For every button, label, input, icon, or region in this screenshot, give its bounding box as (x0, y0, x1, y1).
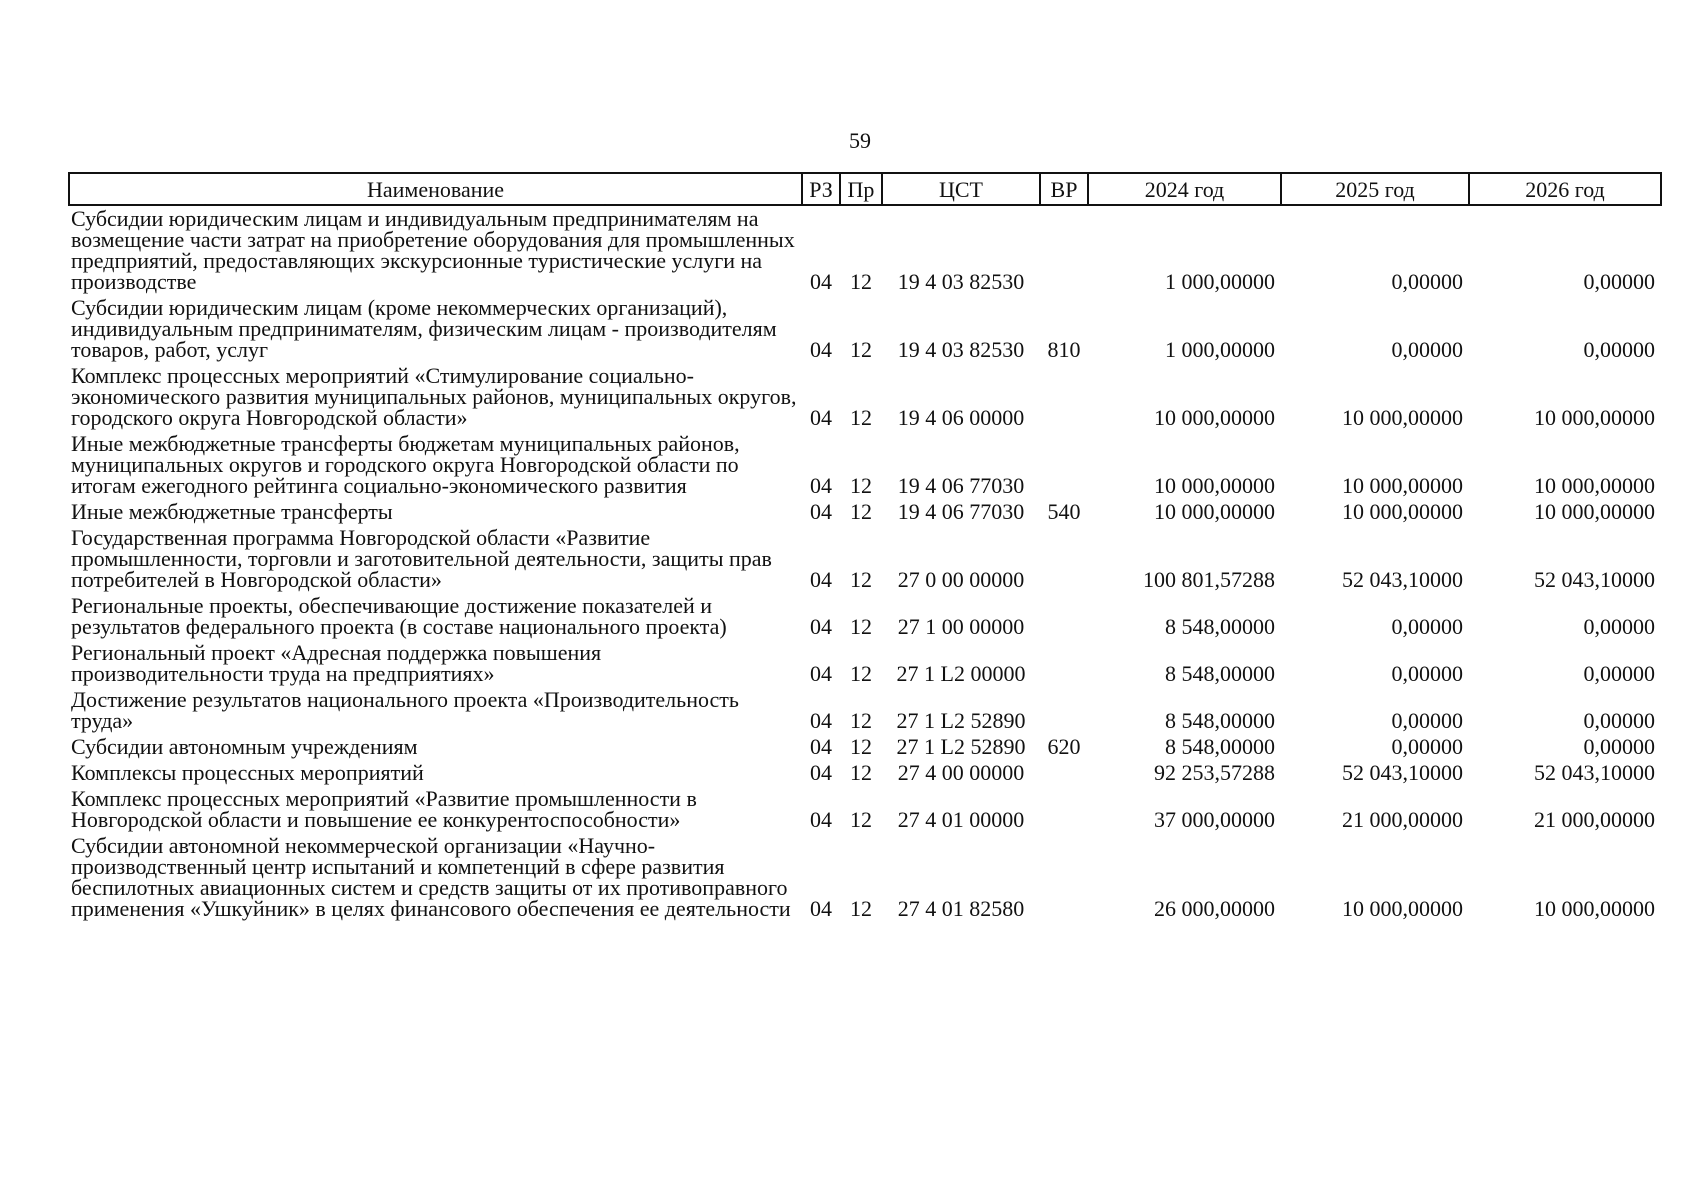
cell-rz: 04 (810, 807, 832, 832)
cell-name: Иные межбюджетные трансферты (71, 499, 393, 524)
cell-pr: 12 (850, 269, 872, 294)
cell-cst: 27 0 00 00000 (897, 567, 1025, 592)
cell-pr: 12 (850, 473, 872, 498)
cell-2024: 8 548,00000 (1165, 614, 1275, 639)
cell-cst: 19 4 03 82530 (897, 337, 1025, 362)
table-row (69, 760, 1661, 786)
cell-2024: 37 000,00000 (1154, 807, 1275, 832)
cell-2026: 0,00000 (1583, 734, 1655, 759)
cell-2026: 0,00000 (1583, 708, 1655, 733)
cell-rz: 04 (810, 708, 832, 733)
cell-pr: 12 (850, 807, 872, 832)
cell-pr: 12 (850, 760, 872, 785)
cell-name: Субсидии автономным учреждениям (71, 734, 418, 759)
cell-vr (1040, 786, 1088, 833)
table-row (69, 593, 1661, 640)
cell-cst: 27 1 L2 00000 (896, 661, 1026, 686)
table-row (69, 786, 1661, 833)
cell-vr (1040, 833, 1088, 922)
cell-2024: 10 000,00000 (1154, 499, 1275, 524)
cell-2025: 0,00000 (1391, 337, 1463, 362)
cell-2025: 0,00000 (1391, 614, 1463, 639)
cell-rz: 04 (810, 896, 832, 921)
table-row (69, 431, 1661, 499)
cell-2025: 0,00000 (1391, 708, 1463, 733)
cell-vr (1040, 760, 1088, 786)
cell-name: Субсидии юридическим лицам (кроме некоммерческих организаций), индивидуальным предпринимателям, физическим лицам - производителям товаров, работ, услуг (71, 295, 777, 362)
cell-2026: 0,00000 (1583, 337, 1655, 362)
cell-vr (1040, 525, 1088, 593)
cell-2025: 10 000,00000 (1342, 405, 1463, 430)
cell-pr: 12 (850, 337, 872, 362)
table-row (69, 205, 1661, 295)
cell-cst: 27 4 01 00000 (897, 807, 1025, 832)
cell-2026: 10 000,00000 (1534, 499, 1655, 524)
cell-2026: 0,00000 (1583, 661, 1655, 686)
cell-rz: 04 (810, 760, 832, 785)
cell-2024: 8 548,00000 (1165, 734, 1275, 759)
cell-name: Комплекс процессных мероприятий «Стимулирование социально-экономического развития муниципальных районов, муниципальных округов, городского округа Новгородской области» (71, 363, 797, 430)
cell-2024: 8 548,00000 (1165, 661, 1275, 686)
table-row (69, 640, 1661, 687)
cell-pr: 12 (850, 896, 872, 921)
cell-rz: 04 (810, 567, 832, 592)
cell-cst: 27 4 00 00000 (897, 760, 1025, 785)
cell-vr: 540 (1047, 499, 1081, 524)
cell-pr: 12 (850, 405, 872, 430)
cell-2025: 0,00000 (1391, 734, 1463, 759)
cell-2026: 10 000,00000 (1534, 896, 1655, 921)
header-2026: 2026 год (1469, 173, 1661, 205)
cell-name: Региональные проекты, обеспечивающие достижение показателей и результатов федерального проекта (в составе национального проекта) (71, 593, 727, 639)
cell-pr: 12 (850, 661, 872, 686)
cell-pr: 12 (850, 614, 872, 639)
cell-cst: 27 1 L2 52890 (896, 708, 1026, 733)
cell-cst: 19 4 06 00000 (897, 405, 1025, 430)
cell-2024: 100 801,57288 (1143, 567, 1275, 592)
table-row (69, 525, 1661, 593)
cell-cst: 19 4 06 77030 (897, 473, 1025, 498)
cell-vr (1040, 640, 1088, 687)
cell-2025: 0,00000 (1391, 269, 1463, 294)
header-name: Наименование (69, 173, 802, 205)
cell-2025: 10 000,00000 (1342, 499, 1463, 524)
header-2025: 2025 год (1281, 173, 1469, 205)
header-pr: Пр (840, 173, 882, 205)
cell-2026: 52 043,10000 (1534, 760, 1655, 785)
cell-name: Субсидии юридическим лицам и индивидуальным предпринимателям на возмещение части затрат на приобретение оборудования для промышленных предприятий, предоставляющих экскурсионные туристические услуги на производстве (71, 206, 795, 294)
cell-pr: 12 (850, 567, 872, 592)
table-row (69, 499, 1661, 525)
cell-2024: 8 548,00000 (1165, 708, 1275, 733)
cell-2025: 52 043,10000 (1342, 760, 1463, 785)
cell-vr (1040, 593, 1088, 640)
cell-2024: 26 000,00000 (1154, 896, 1275, 921)
cell-2025: 21 000,00000 (1342, 807, 1463, 832)
header-vr: ВР (1040, 173, 1088, 205)
cell-2024: 10 000,00000 (1154, 473, 1275, 498)
cell-name: Иные межбюджетные трансферты бюджетам муниципальных районов, муниципальных округов и городского округа Новгородской области по итогам ежегодного рейтинга социально-экономического развития (71, 431, 740, 498)
cell-name: Комплекс процессных мероприятий «Развитие промышленности в Новгородской области и повышение ее конкурентоспособности» (71, 786, 697, 832)
cell-rz: 04 (810, 614, 832, 639)
cell-vr: 620 (1047, 734, 1081, 759)
cell-rz: 04 (810, 269, 832, 294)
table-row (69, 363, 1661, 431)
cell-2024: 1 000,00000 (1165, 337, 1275, 362)
cell-rz: 04 (810, 337, 832, 362)
table-body (69, 205, 1661, 922)
cell-2025: 10 000,00000 (1342, 896, 1463, 921)
cell-pr: 12 (850, 734, 872, 759)
cell-vr: 810 (1047, 337, 1081, 362)
cell-cst: 19 4 06 77030 (897, 499, 1025, 524)
table-row (69, 295, 1661, 363)
cell-2026: 0,00000 (1583, 269, 1655, 294)
cell-cst: 27 4 01 82580 (897, 896, 1025, 921)
header-cst: ЦСТ (882, 173, 1040, 205)
cell-vr (1040, 363, 1088, 431)
cell-2024: 10 000,00000 (1154, 405, 1275, 430)
cell-rz: 04 (810, 734, 832, 759)
cell-rz: 04 (810, 473, 832, 498)
cell-2025: 52 043,10000 (1342, 567, 1463, 592)
cell-cst: 27 1 L2 52890 (896, 734, 1026, 759)
header-2024: 2024 год (1088, 173, 1281, 205)
cell-2024: 1 000,00000 (1165, 269, 1275, 294)
cell-name: Комплексы процессных мероприятий (71, 760, 424, 785)
cell-2026: 0,00000 (1583, 614, 1655, 639)
budget-table (68, 172, 1662, 922)
cell-name: Субсидии автономной некоммерческой организации «Научно-производственный центр испытаний и компетенций в сфере развития беспилотных авиационных систем и средств защиты от их противоправного применения «Ушкуйник» в целях финансового обеспечения ее деятельности (71, 833, 791, 921)
cell-name: Государственная программа Новгородской области «Развитие промышленности, торговли и заготовительной деятельности, защиты прав потребителей в Новгородской области» (71, 525, 772, 592)
table-row (69, 734, 1661, 760)
cell-rz: 04 (810, 661, 832, 686)
cell-2026: 10 000,00000 (1534, 405, 1655, 430)
cell-pr: 12 (850, 499, 872, 524)
cell-2025: 10 000,00000 (1342, 473, 1463, 498)
cell-pr: 12 (850, 708, 872, 733)
cell-cst: 27 1 00 00000 (897, 614, 1025, 639)
table-header (69, 173, 1661, 205)
page-number: 59 (849, 128, 871, 153)
cell-vr (1040, 205, 1088, 295)
cell-2024: 92 253,57288 (1154, 760, 1275, 785)
cell-2025: 0,00000 (1391, 661, 1463, 686)
cell-cst: 19 4 03 82530 (897, 269, 1025, 294)
cell-rz: 04 (810, 499, 832, 524)
cell-vr (1040, 687, 1088, 734)
cell-rz: 04 (810, 405, 832, 430)
table-row (69, 833, 1661, 922)
cell-2026: 52 043,10000 (1534, 567, 1655, 592)
cell-vr (1040, 431, 1088, 499)
cell-2026: 21 000,00000 (1534, 807, 1655, 832)
table-row (69, 687, 1661, 734)
cell-2026: 10 000,00000 (1534, 473, 1655, 498)
cell-name: Региональный проект «Адресная поддержка повышения производительности труда на предприятиях» (71, 640, 602, 686)
header-rz: РЗ (802, 173, 840, 205)
cell-name: Достижение результатов национального проекта «Производительность труда» (71, 687, 739, 733)
